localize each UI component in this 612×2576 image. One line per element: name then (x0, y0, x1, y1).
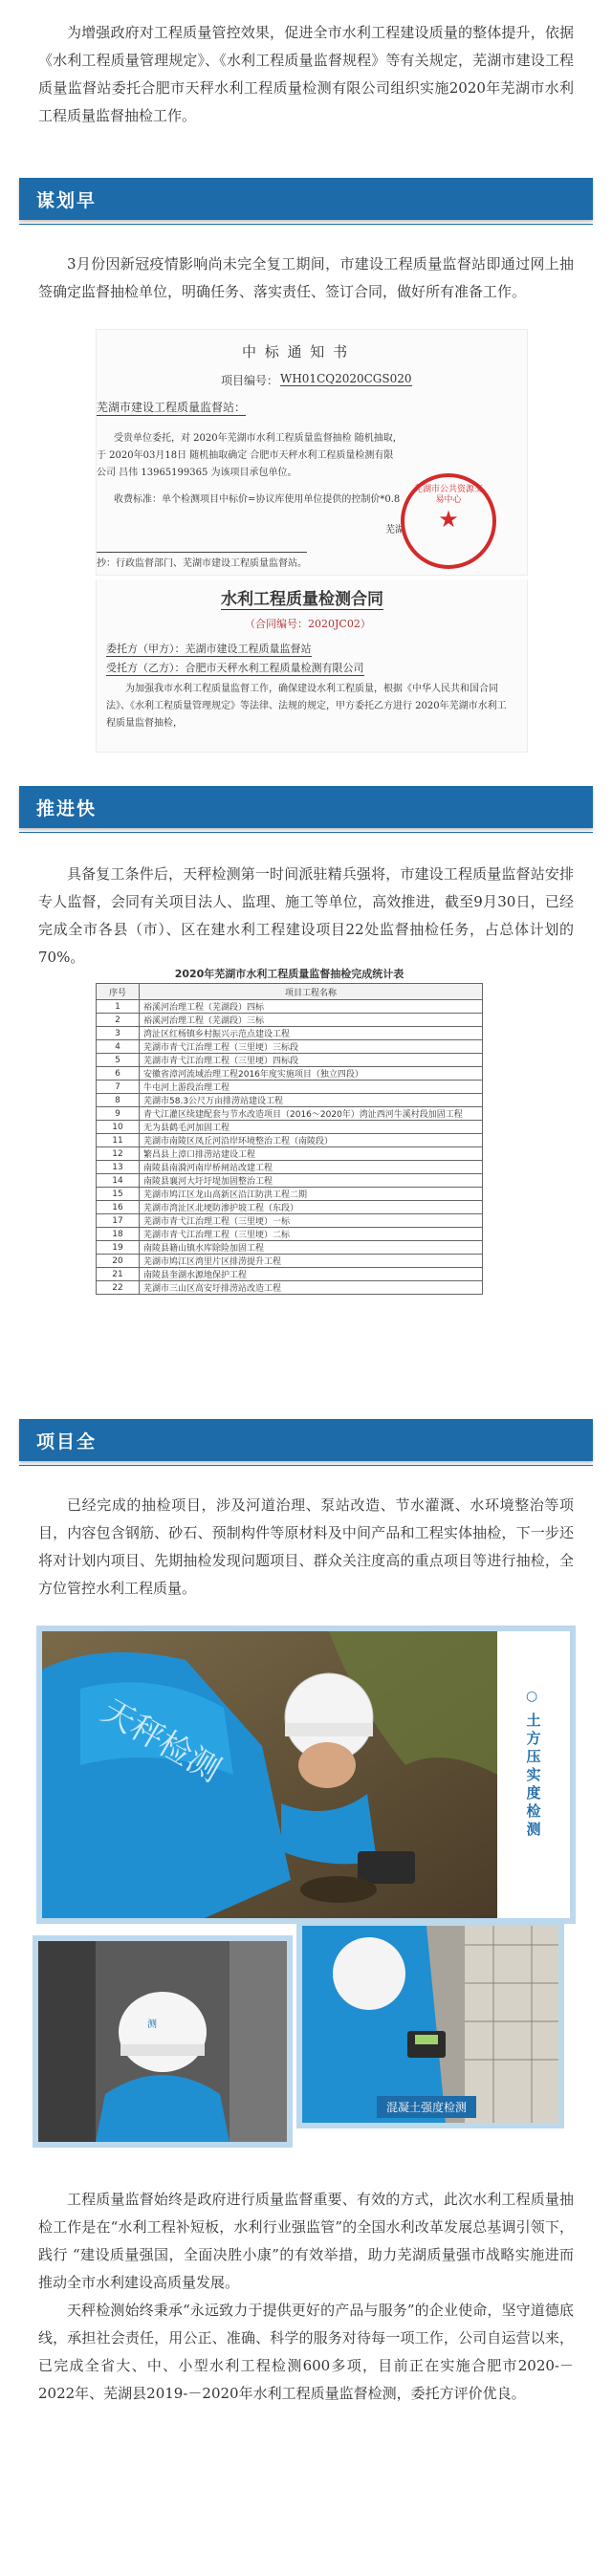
party-b: 受托方（乙方）：合肥市天秤水利工程质量检测有限公司 (106, 662, 364, 674)
table-row (97, 1067, 483, 1081)
project-name: 湾沚区红杨镇乡村振兴示范点建设工程 (140, 1027, 483, 1040)
row-index: 16 (97, 1201, 140, 1214)
contract-title: 水利工程质量检测合同 (221, 585, 383, 610)
table-row (97, 1107, 483, 1121)
notice-title: 中 标 通 知 书 (242, 343, 350, 360)
project-name: 芜湖市青弋江治理工程（三里埂）四标段 (140, 1054, 483, 1067)
project-name: 无为县鹤毛河加固工程 (140, 1121, 483, 1134)
project-no-label: 项目编号： (221, 374, 279, 387)
row-index: 1 (97, 1000, 140, 1014)
notice-cc: 抄：行政监督部门、芜湖市建设工程质量监督站。 (97, 552, 307, 569)
row-index: 2 (97, 1014, 140, 1027)
project-name: 芜湖市南陵区凤丘河沿岸环境整治工程（南陵段） (140, 1134, 483, 1147)
project-name: 芜湖市鸠江区湾里片区排涝提升工程 (140, 1255, 483, 1268)
helmet-photo (38, 1941, 287, 2142)
helmet-label: 测 (147, 2019, 157, 2030)
section-title: 谋划早 (36, 190, 98, 211)
project-name: 芜湖市鸠江区龙山高新区沿江防洪工程二期 (140, 1188, 483, 1201)
row-index: 10 (97, 1121, 140, 1134)
row-index: 8 (97, 1094, 140, 1107)
caption-bullet-icon: ○ (526, 1689, 538, 1704)
section-title: 推进快 (36, 798, 98, 819)
project-name: 南陵县南漪河南岸桥闸站改建工程 (140, 1161, 483, 1174)
row-index: 11 (97, 1134, 140, 1147)
table-row (97, 1241, 483, 1255)
closing-paragraph-1: 工程质量监督始终是政府进行质量监督重要、有效的方式，此次水利工程质量抽检工作是在“水利工程补短板，水利行业强监管”的全国水利改革发展总基调引领下，践行 “建设质量强国，全面决胜小康”的有效举措，助力芜湖质量强市战略实施进而推动全市水利建设高质量发展。 (38, 2191, 574, 2291)
row-index: 3 (97, 1027, 140, 1040)
section-header-coverage (19, 1419, 593, 1461)
table-row (97, 1040, 483, 1054)
project-name: 芜湖市三山区高安圩排涝站改造工程 (140, 1281, 483, 1295)
table-row (97, 1255, 483, 1268)
project-name: 安徽省漳河流域治理工程2016年度实施项目（独立四段） (140, 1067, 483, 1081)
row-index: 21 (97, 1268, 140, 1281)
row-index: 13 (97, 1161, 140, 1174)
coverage-paragraph: 已经完成的抽检项目，涉及河道治理、泵站改造、节水灌溉、水环境整治等项目，内容包含钢筋、砂石、预制构件等原材料及中间产品和工程实体抽检，下一步还将对计划内项目、先期抽检发现问题项目、群众关注度高的重点项目等进行抽检，全方位管控水利工程质量。 (38, 1496, 574, 1597)
table-row (97, 1014, 483, 1027)
closing-section (38, 2186, 574, 2408)
row-index: 14 (97, 1174, 140, 1188)
soil-compaction-illustration (42, 1631, 497, 1918)
table-title: 2020年芜湖市水利工程质量监督抽检完成统计表 (174, 968, 404, 980)
concrete-caption: 混凝土强度检测 (377, 2096, 476, 2118)
vest-label: 天秤检测 (95, 1692, 228, 1790)
helmet-photo-frame (33, 1935, 293, 2148)
row-index: 6 (97, 1067, 140, 1081)
soil-caption-panel (497, 1631, 570, 1918)
table-row (97, 1228, 483, 1241)
table-row (97, 1027, 483, 1040)
column-header: 序号 (97, 984, 140, 1000)
contract-document (96, 579, 528, 753)
table-row (97, 1094, 483, 1107)
table-row (97, 1147, 483, 1161)
row-index: 20 (97, 1255, 140, 1268)
project-name: 繁昌县上漳口排涝站建设工程 (140, 1147, 483, 1161)
intro-paragraph: 为增强政府对工程质量管控效果，促进全市水利工程建设质量的整体提升，依据《水利工程质量管理规定》、《水利工程质量监督规程》等有关规定，芜湖市建设工程质量监督站委托合肥市天秤水利工程质量检测有限公司组织实施2020年芜湖市水利工程质量监督抽检工作。 (38, 24, 574, 124)
row-index: 15 (97, 1188, 140, 1201)
soil-caption: 土方压实度检测 (526, 1712, 541, 1838)
contract-number: （合同编号：2020JC02） (245, 618, 371, 630)
project-name: 芜湖市湾沚区北埂防渗护坡工程（东段） (140, 1201, 483, 1214)
bid-notice-document (96, 329, 528, 576)
section-header-progress (19, 786, 593, 828)
project-name: 南陵县籍山镇水库除险加固工程 (140, 1241, 483, 1255)
row-index: 19 (97, 1241, 140, 1255)
column-header: 项目工程名称 (140, 984, 483, 1000)
table-row (97, 1134, 483, 1147)
project-name: 裕溪河治理工程（芜湖段）四标 (140, 1000, 483, 1014)
project-name: 牛屯河上游段治理工程 (140, 1081, 483, 1094)
project-name: 南陵县襄河大圩圩堤加固整治工程 (140, 1174, 483, 1188)
project-name: 裕溪河治理工程（芜湖段）三标 (140, 1014, 483, 1027)
contract-body: 为加强我市水利工程质量监督工作，确保建设水利工程质量，根据《中华人民共和国合同法》、《水利工程质量管理规定》等法律、法规的规定，甲方委托乙方进行 2020年芜湖市水利工程质量监督抽检， (106, 684, 507, 729)
table-row (97, 1081, 483, 1094)
plan-paragraph: 3月份因新冠疫情影响尚未完全复工期间，市建设工程质量监督站即通过网上抽签确定监督抽检单位，明确任务、落实责任、签订合同，做好所有准备工作。 (38, 255, 574, 300)
official-seal-image (401, 473, 496, 569)
party-a: 委托方（甲方）：芜湖市建设工程质量监督站 (106, 643, 312, 655)
table-row (97, 1268, 483, 1281)
table-row (97, 1188, 483, 1201)
notice-recipient: 芜湖市建设工程质量监督站： (97, 401, 247, 414)
notice-line-3: 公司 吕伟 13965199365 为该项目承包单位。 (97, 468, 297, 478)
table-row (97, 1201, 483, 1214)
notice-line-4: 收费标准：单个检测项目中标价=协议库使用单位提供的控制价*0.8 (114, 494, 401, 505)
project-name: 芜湖市青弋江治理工程（三里埂）二标 (140, 1228, 483, 1241)
section-title: 项目全 (36, 1431, 98, 1452)
table-row (97, 1174, 483, 1188)
row-index: 4 (97, 1040, 140, 1054)
table-row (97, 1000, 483, 1014)
row-index: 12 (97, 1147, 140, 1161)
seal-star-icon: ★ (438, 506, 459, 533)
notice-line-2: 于 2020年03月18日 随机抽取确定 合肥市天秤水利工程质量检测有限 (97, 450, 394, 461)
seal-text: 芜湖市公共资源交易中心 (413, 485, 483, 505)
row-index: 7 (97, 1081, 140, 1094)
project-name: 芜湖市青弋江治理工程（三里埂）一标 (140, 1214, 483, 1228)
closing-paragraph-2: 天秤检测始终秉承“永远致力于提供更好的产品与服务”的企业使命，坚守道德底线，承担社会责任，用公正、准确、科学的服务对待每一项工作，公司自运营以来，已完成全省大、中、小型水利工程检测600多项，目前正在实施合肥市2020-－2022年、芜湖县2019-－2020年水利工程质量监督检测，委托方评价优良。 (38, 2302, 574, 2402)
project-name: 青弋江灌区续建配套与节水改造项目（2016～2020年）湾沚西河牛溪村段加固工程 (140, 1107, 483, 1121)
concrete-photo-frame (296, 1920, 564, 2128)
row-index: 18 (97, 1228, 140, 1241)
concrete-strength-photo (302, 1926, 558, 2123)
notice-line-1: 受贵单位委托，对 2020年芜湖市水利工程质量监督抽检 随机抽取， (114, 433, 403, 444)
row-index: 17 (97, 1214, 140, 1228)
table-row (97, 1054, 483, 1067)
soil-compaction-photo (42, 1631, 497, 1918)
row-index: 5 (97, 1054, 140, 1067)
statistics-table (96, 983, 483, 1295)
table-row (97, 1214, 483, 1228)
project-name: 芜湖市58.3公尺万亩排涝站建设工程 (140, 1094, 483, 1107)
section-header-plan (19, 178, 593, 220)
statistics-table-image (96, 966, 483, 1377)
helmet-illustration (38, 1941, 287, 2142)
project-name: 南陵县奎湖水源地保护工程 (140, 1268, 483, 1281)
notice-footer: 芜湖 (385, 525, 404, 535)
row-index: 9 (97, 1107, 140, 1121)
project-no: WH01CQ2020CGS020 (280, 372, 412, 385)
row-index: 22 (97, 1281, 140, 1295)
soil-photo-frame (36, 1626, 576, 1924)
table-row (97, 1161, 483, 1174)
progress-paragraph: 具备复工条件后，天秤检测第一时间派驻精兵强将，市建设工程质量监督站安排专人监督，会同有关项目法人、监理、施工等单位，高效推进，截至9月30日，已经完成全市各县（市）、区在建水利工程建设项目22处监督抽检任务，占总体计划的70%。 (38, 865, 574, 966)
concrete-illustration (302, 1926, 558, 2123)
project-name: 芜湖市青弋江治理工程（三里埂）三标段 (140, 1040, 483, 1054)
table-row (97, 1281, 483, 1295)
table-row (97, 1121, 483, 1134)
